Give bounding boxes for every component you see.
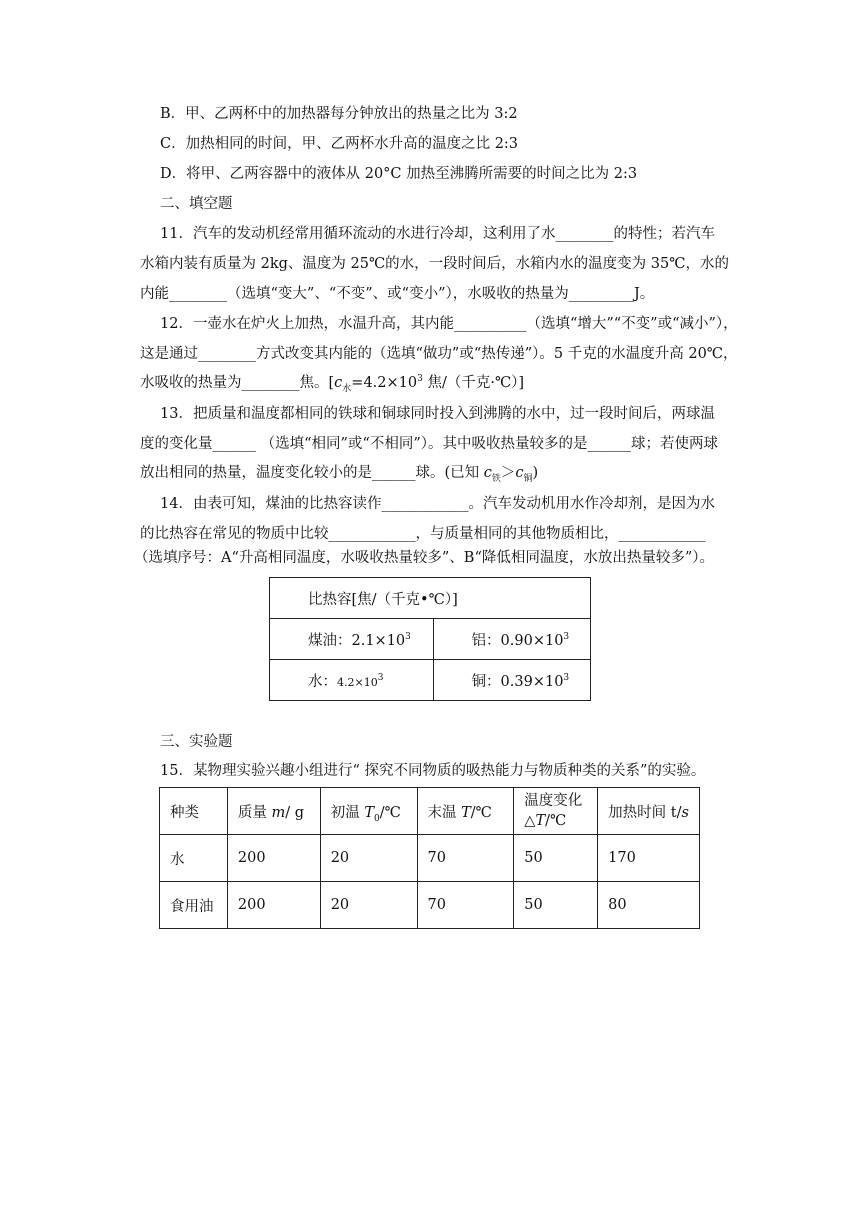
- cell-label: 铝：: [471, 632, 501, 649]
- cell-label: 铜：: [471, 673, 501, 690]
- cell-exponent: 3: [377, 672, 384, 683]
- c-copper-symbol: c: [515, 465, 524, 481]
- option-b: B．甲、乙两杯中的加热器每分钟放出的热量之比为 3:2: [160, 106, 518, 122]
- header-mass: [227, 788, 320, 835]
- q13-line-1: 13．把质量和温度都相同的铁球和铜球同时投入到沸腾的水中，过一段时间后，两球温: [160, 406, 715, 422]
- initial-temp-subscript: 0: [373, 813, 380, 824]
- table-cell: 20: [320, 882, 417, 929]
- table-row: [160, 835, 700, 882]
- header-temp-change: [514, 788, 598, 835]
- q14-line-3: （选填序号：A“升高相同温度，水吸收热量较多”、B“降低相同温度，水放出热量较多”）。: [134, 550, 715, 566]
- q11-line-2: 水箱内装有质量为 2kg、温度为 25℃的水，一段时间后，水箱内水的温度变为 35℃，水的: [140, 256, 729, 272]
- table-cell: 水: [160, 835, 228, 882]
- q12-line-2: 这是通过________方式改变其内能的（选填“做功”或“热传递”）。5 千克的水温度升高 20℃，: [140, 346, 738, 362]
- specific-heat-table: [269, 577, 591, 701]
- q12-line-3: [140, 373, 524, 393]
- water-c-exponent: 3: [417, 374, 423, 385]
- mass-unit: / g: [285, 804, 305, 821]
- table-row: [270, 660, 591, 701]
- cell-value: 4.2×10: [337, 675, 378, 689]
- table-cell: 50: [514, 835, 598, 882]
- cell-label: 水：: [308, 673, 337, 690]
- option-d: D．将甲、乙两容器中的液体从 20°C 加热至沸腾所需要的时间之比为 2:3: [160, 166, 638, 182]
- table-row: [270, 619, 591, 660]
- initial-temp-unit: /℃: [379, 804, 401, 821]
- q15-line-1: 15．某物理实验兴趣小组进行“ 探究不同物质的吸热能力与物质种类的关系”的实验。: [160, 763, 706, 779]
- water-c-value: =4.2×10: [351, 375, 418, 391]
- q13-close-paren: ): [532, 465, 539, 481]
- header-heating-time: [598, 788, 700, 835]
- cell-exponent: 3: [405, 631, 411, 642]
- section-fill-in-heading: 二、填空题: [160, 196, 233, 212]
- table-cell: 80: [598, 882, 700, 929]
- q11-line-1: 11．汽车的发动机经常用循环流动的水进行冷却，这利用了水________的特性；若汽车: [160, 226, 715, 242]
- q12-line-3-text: 水吸收的热量为________焦。[: [140, 375, 335, 391]
- table-cell-water: [270, 660, 434, 701]
- specific-heat-symbol: c: [334, 375, 343, 391]
- header-time-label: 加热时间 t/: [608, 804, 682, 821]
- cell-value: 0.39×10: [500, 673, 564, 690]
- q11-line-3: 内能________（选填“变大”、“不变”、或“变小”），水吸收的热量为_________J。: [140, 286, 655, 302]
- delta-symbol: △: [524, 813, 536, 829]
- cell-exponent: 3: [563, 631, 570, 642]
- experiment-data-table: [159, 787, 700, 929]
- q13-line-2: 度的变化量______ （选填“相同”或“不相同”）。其中吸收热量较多的是______球；若使两球: [140, 436, 719, 452]
- header-temp-change-label: 温度变化: [524, 793, 583, 809]
- q14-line-1: 14．由表可知，煤油的比热容读作____________。汽车发动机用水作冷却剂，是因为水: [160, 496, 715, 512]
- cell-value: 2.1×10: [351, 632, 406, 649]
- table-cell: 170: [598, 835, 700, 882]
- cell-value: 0.90×10: [500, 632, 564, 649]
- table-cell: 20: [320, 835, 417, 882]
- header-initial-temp: [320, 788, 417, 835]
- header-mass-label: 质量: [237, 804, 272, 821]
- option-c: C．加热相同的时间，甲、乙两杯水升高的温度之比 2:3: [160, 136, 519, 152]
- copper-subscript: 铜: [523, 473, 533, 484]
- header-initial-label: 初温: [330, 804, 365, 821]
- water-c-unit: 焦/（千克·℃）]: [422, 375, 525, 391]
- table-row: [270, 578, 591, 619]
- temp-change-symbol: T: [535, 813, 546, 829]
- table-cell: 70: [417, 835, 514, 882]
- table-cell-aluminum: [433, 619, 590, 660]
- table-cell: 200: [227, 882, 320, 929]
- table-header-row: [160, 788, 700, 835]
- q12-line-1: 12．一壶水在炉火上加热，水温升高，其内能__________（选填“增大”“不变”或“减小”），: [160, 316, 738, 332]
- table-cell-copper: [433, 660, 590, 701]
- table-cell: 食用油: [160, 882, 228, 929]
- greater-than: ＞: [500, 465, 516, 481]
- table-cell: 200: [227, 835, 320, 882]
- section-experiment-heading: 三、实验题: [160, 734, 233, 750]
- q14-line-2: 的比热容在常见的物质中比较____________，与质量相同的其他物质相比，____________: [140, 526, 706, 542]
- header-final-label: 末温: [427, 804, 462, 821]
- initial-temp-symbol: T: [364, 804, 374, 821]
- q13-line-3-text: 放出相同的热量，温度变化较小的是______球。(已知: [140, 465, 484, 481]
- header-kind: 种类: [160, 788, 228, 835]
- final-temp-symbol: T: [461, 804, 471, 821]
- table-cell: 70: [417, 882, 514, 929]
- water-subscript: 水: [342, 383, 352, 394]
- c-iron-symbol: c: [483, 465, 492, 481]
- time-unit-symbol: s: [681, 804, 689, 821]
- cell-label: 煤油：: [308, 632, 352, 649]
- cell-exponent: 3: [563, 672, 570, 683]
- table-cell: 50: [514, 882, 598, 929]
- table-header-cell: 比热容[焦/（千克•℃）]: [270, 578, 591, 619]
- table-row: [160, 882, 700, 929]
- mass-symbol: m: [271, 804, 286, 821]
- header-final-temp: [417, 788, 514, 835]
- iron-subscript: 铁: [491, 473, 501, 484]
- table-cell-kerosene: [270, 619, 434, 660]
- final-temp-unit: /℃: [470, 804, 492, 821]
- q13-line-3: [140, 463, 538, 483]
- temp-change-unit: /℃: [545, 813, 567, 829]
